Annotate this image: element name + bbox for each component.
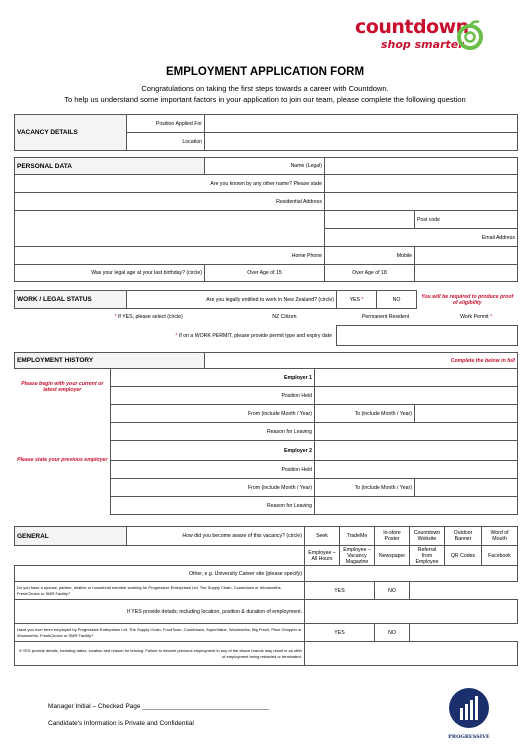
manager-initial: Manager Initial – Checked Page ___________________________________	[48, 703, 269, 710]
work-status-table	[14, 290, 518, 346]
permit-question	[15, 326, 337, 346]
employer-1-field[interactable]	[315, 369, 518, 387]
source-countdown-website[interactable]: Countdown Website	[410, 527, 445, 546]
age-question: Was your legal age at your last birthday? (circle)	[15, 265, 205, 282]
vacancy-heading: VACANCY DETAILS	[15, 115, 127, 151]
employer-2-field[interactable]	[315, 441, 518, 461]
brand-tagline: shop smarter	[381, 38, 464, 51]
mobile-label: Mobile	[325, 247, 415, 265]
other-source-label: Other, e.g. University Career site (please specify)	[15, 566, 305, 582]
entitled-yes-option[interactable]	[337, 291, 377, 309]
intro-line-2: To help us understand some important factors in your application to join our team, please complete the following question	[64, 95, 466, 104]
reason-1-field[interactable]	[315, 423, 518, 441]
permit-question-text: If on a WORK PERMIT, please provide permit type and expiry date	[178, 332, 332, 339]
entitled-question: Are you legally entitled to work in New Zealand? (circle)	[127, 291, 337, 309]
address-label: Residential Address	[15, 193, 325, 211]
mobile-field[interactable]	[415, 247, 518, 265]
source-outdoor-banner[interactable]: Outdoor Banner	[445, 527, 482, 546]
position-held-1-field[interactable]	[315, 387, 518, 405]
personal-data-table	[14, 157, 518, 282]
nz-citizen-option[interactable]: NZ Citizen	[272, 314, 297, 321]
post-code-label: Post code	[415, 211, 518, 229]
employed-details-field[interactable]	[305, 642, 518, 666]
private-note: Candidate's Information is Private and Confidential	[48, 720, 194, 727]
to-1-label: To (include Month / Year)	[315, 405, 415, 423]
relative-no-option[interactable]: NO	[375, 582, 410, 600]
personal-heading: PERSONAL DATA	[15, 158, 205, 175]
other-name-label: Are you known by any other name? Please state	[15, 175, 325, 193]
countdown-apple-icon	[455, 20, 485, 50]
age-blank	[415, 265, 518, 282]
email-label: Email Address	[325, 229, 518, 247]
progressive-emblem-icon	[446, 686, 492, 732]
if-yes-label: If YES, please select (circle)	[117, 314, 183, 321]
source-vacancy-magazine[interactable]: Employee – Vacancy Magazine	[340, 546, 375, 566]
previous-employer-note: Please state your previous employer	[17, 456, 108, 463]
source-referral[interactable]: Referral from Employee	[410, 546, 445, 566]
aware-question: How did you become aware of this vacancy? (circle)	[127, 527, 305, 546]
employer-1-label: Employer 1	[111, 369, 315, 387]
from-1-label: From (include Month / Year)	[111, 405, 315, 423]
to-2-label: To (include Month / Year)	[315, 479, 415, 497]
source-seek[interactable]: Seek	[305, 527, 340, 546]
employed-question: Have you ever been employed by Progressive Enterprises Ltd, The Supply Chain, FoodTown, Countdown, SuperValue, Woolworths, Big Fresh, Price Chopper or Woolworths, FreshChoice or SMR Facility?	[15, 624, 305, 642]
position-applied-label: Position Applied For	[127, 115, 205, 133]
other-source-field[interactable]	[305, 566, 518, 582]
employer-2-label: Employer 2	[111, 441, 315, 461]
progressive-logo	[446, 686, 492, 742]
proof-note: You will be required to produce proof of eligibility	[421, 293, 514, 306]
if-yes-select	[115, 314, 183, 320]
work-permit-star: *	[490, 314, 493, 320]
permit-details-field[interactable]	[337, 326, 518, 346]
to-1-field[interactable]	[415, 405, 518, 423]
address-spacer	[15, 211, 325, 247]
source-employee-all-hours[interactable]: Employee – All Hours	[305, 546, 340, 566]
source-qr-codes[interactable]: QR Codes	[445, 546, 482, 566]
employed-details-label: If YES provide details, including dates, location and reason for leaving. Failure to declare previous employment in any of the above brands may result in an offer of employment being retracted or terminated.	[15, 642, 305, 666]
employment-history-table	[14, 352, 518, 515]
vacancy-details-table	[14, 114, 518, 151]
provide-details-label: If YES provide details; including location, position & duration of employment.	[15, 600, 305, 624]
position-held-2-field[interactable]	[315, 461, 518, 479]
entitled-yes-star: *	[361, 296, 364, 303]
history-heading: EMPLOYMENT HISTORY	[15, 353, 205, 369]
address-field-line-2[interactable]	[325, 211, 415, 229]
position-applied-field[interactable]	[205, 115, 518, 133]
intro-line-1: Congratulations on taking the first steps towards a career with Countdown.	[141, 84, 389, 93]
source-facebook[interactable]: Facebook	[482, 546, 518, 566]
entitled-yes-label: YES	[349, 296, 360, 303]
if-yes-star: *	[114, 314, 117, 321]
work-heading: WORK / LEGAL STATUS	[15, 291, 127, 309]
relative-question: Do you have a spouse, partner, relative or household member working for Progressive Enterprises Ltd, The Supply Chain, Countdown or Woolworths, FreshChoice or SMR Facility?	[15, 582, 305, 600]
general-table	[14, 526, 518, 666]
age-15-option[interactable]: Over Age of 15	[205, 265, 325, 282]
home-phone-label: Home Phone	[15, 247, 325, 265]
countdown-logo	[355, 14, 505, 54]
location-field[interactable]	[205, 133, 518, 151]
legal-name-label: Name (Legal)	[205, 158, 325, 175]
employed-yes-option[interactable]: YES	[305, 624, 375, 642]
form-title: EMPLOYMENT APPLICATION FORM	[165, 66, 365, 78]
general-heading: GENERAL	[15, 527, 127, 546]
source-trademe[interactable]: TradeMe	[340, 527, 375, 546]
to-2-field[interactable]	[415, 479, 518, 497]
work-permit-option[interactable]	[460, 314, 492, 320]
reason-1-label: Reason for Leaving	[111, 423, 315, 441]
brand-name: countdown	[355, 16, 469, 38]
source-newspaper[interactable]: Newspaper	[375, 546, 410, 566]
progressive-label: PROGRESSIVE	[448, 734, 490, 740]
reason-2-label: Reason for Leaving	[111, 497, 315, 515]
relative-details-field[interactable]	[305, 600, 518, 624]
address-field-line-1[interactable]	[325, 193, 518, 211]
position-held-1-label: Position Held	[111, 387, 315, 405]
legal-name-field[interactable]	[325, 158, 518, 175]
permanent-resident-option[interactable]: Permanent Resident	[361, 314, 410, 320]
permit-star: *	[175, 332, 178, 339]
current-employer-note: Please begin with your current or latest employer	[21, 380, 104, 393]
relative-yes-option[interactable]: YES	[305, 582, 375, 600]
other-name-field[interactable]	[325, 175, 518, 193]
reason-2-field[interactable]	[315, 497, 518, 515]
work-permit-label: Work Permit	[460, 314, 489, 320]
location-label: Location	[127, 133, 205, 151]
from-2-label: From (include Month / Year)	[111, 479, 315, 497]
entitled-no-option[interactable]: NO	[377, 291, 417, 309]
source-word-of-mouth[interactable]: Word of Mouth	[482, 527, 518, 546]
age-18-option[interactable]: Over Age of 18	[325, 265, 415, 282]
position-held-2-label: Position Held	[111, 461, 315, 479]
source-instore-poster[interactable]: In-store Poster	[375, 527, 410, 546]
complete-note: Complete the below in full	[205, 353, 518, 369]
employed-no-option[interactable]: NO	[375, 624, 410, 642]
